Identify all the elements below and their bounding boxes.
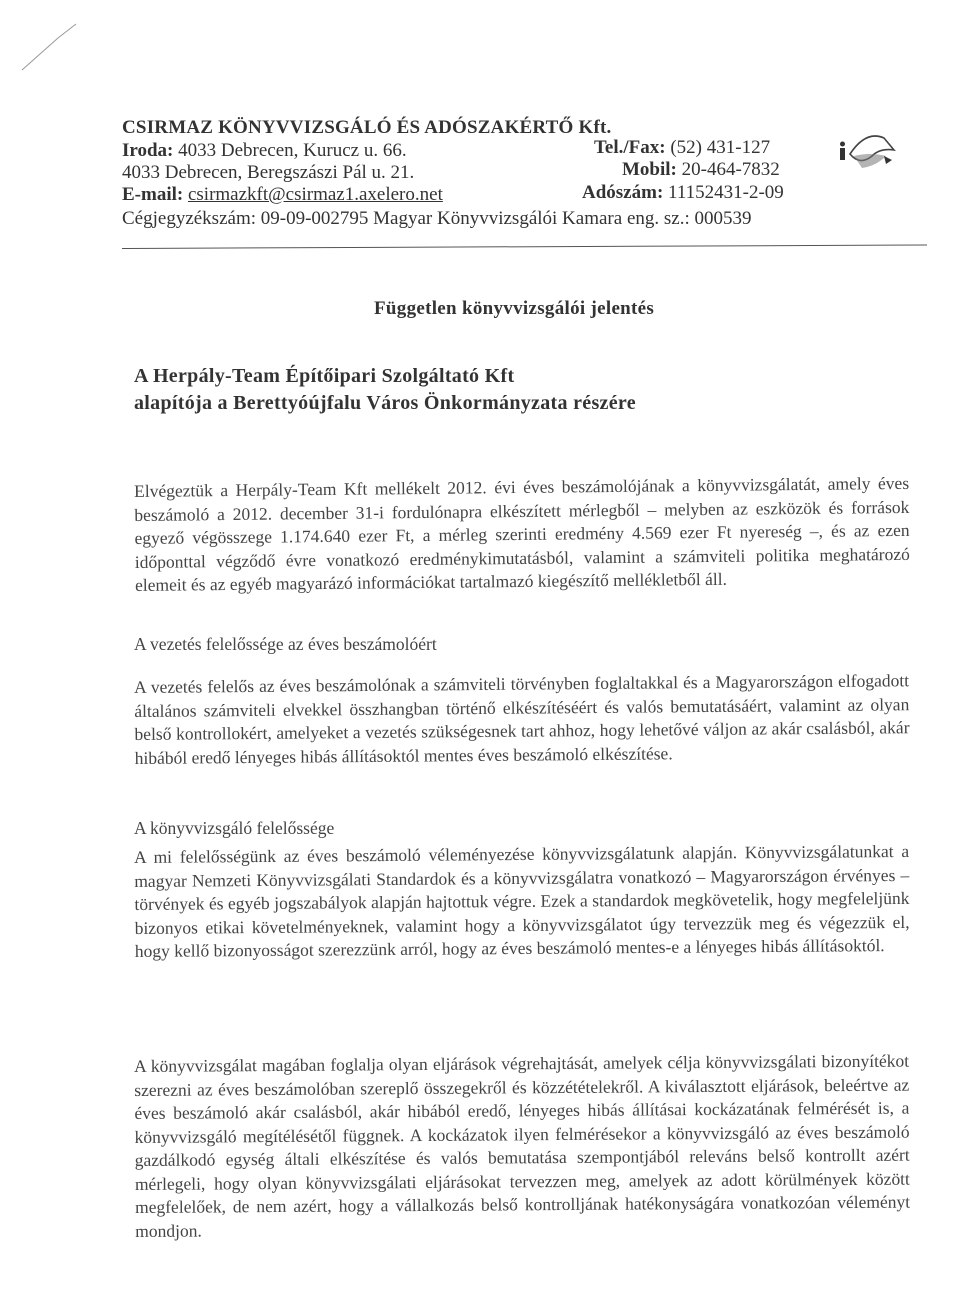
addressee-line-1: A Herpály-Team Építőipari Szolgáltató Kft bbox=[134, 365, 515, 387]
company-name: CSIRMAZ KÖNYVVIZSGÁLÓ ÉS ADÓSZAKÉRTŐ Kft. bbox=[122, 117, 612, 138]
office-address-2: 4033 Debrecen, Beregszászi Pál u. 21. bbox=[122, 162, 415, 183]
paragraph-audit-procedures: A könyvvizsgálat magában foglalja olyan eljárások végrehajtását, amelyek célja könyvvizsgálati bizonyítékot szerezni az éves beszámolóban szereplő összegekről és közzétételekről. A kiválasztott eljárások, beleértve az éves beszámoló akár csalásból, akár hibából eredő, lényeges hibás állításai kockázatának felmérését is, a könyvvizsgáló megítélésétől függnek. A kockázatok ilyen felmérésekor a könyvvizsgáló az éves beszámoló gazdálkodó egység általi elkészítése és valós bemutatása szempontjából releváns belső kontrollt azért mérlegeli, hogy olyan könyvvizsgálati eljárásokat tervezzen meg, amelyek az adott körülmények között megfelelőek, de nem azért, hogy a vállalkozás belső kontrolljának hatékonyságára vonatkozóan véleményt mondjon. bbox=[134, 1050, 911, 1241]
mobile-number: Mobil: 20-464-7832 bbox=[622, 159, 780, 180]
report-title: Független könyvvizsgálói jelentés bbox=[374, 298, 655, 319]
heading-auditor-responsibility: A könyvvizsgáló felelőssége bbox=[134, 818, 335, 838]
paragraph-scope: Elvégeztük a Herpály-Team Kft mellékelt 2012. évi éves beszámolójának a könyvvizsgálatát, amely éves beszámoló a 2012. december 31-i fordulónapra elkészített mérlegből – melyben az eszközök és források egyező végösszege 1.174.640 ezer Ft, a mérleg szerinti eredmény 4.569 ezer Ft nyereség –, és az ezen időponttal végződő évre vonatkozó eredménykimutatásból, valamint a számviteli politika meghatározó elemeit és az egyéb magyarázó információkat tartalmazó kiegészítő mellékletből áll. bbox=[134, 472, 910, 595]
tel-fax: Tel./Fax: (52) 431-127 bbox=[594, 137, 771, 158]
addressee-line-2: alapítója a Berettyóújfalu Város Önkormányzata részére bbox=[134, 392, 636, 414]
paragraph-auditor-responsibility: A mi felelősségünk az éves beszámoló véleményezése könyvvizsgálatunk alapján. Könyvvizsgálatunkat a magyar Nemzeti Könyvvizsgálati Standardok és a könyvvizsgálatra vonatkozó – Magyarországon érvényes – törvények és egyéb jogszabályok alapján hajtottuk végre. Ezek a standardok megkövetelik, hogy megfeleljünk bizonyos etikai követelményeknek, valamint hogy a könyvvizsgálatot úgy tervezzük meg és végezzük el, hogy kellő bizonyosságot szerezzünk arról, hogy az éves beszámoló mentes-e a lényeges hibás állításoktól. bbox=[134, 840, 910, 961]
company-logo-icon bbox=[836, 126, 900, 180]
heading-management-responsibility: A vezetés felelőssége az éves beszámolóért bbox=[134, 634, 437, 654]
company-registration: Cégjegyzékszám: 09-09-002795 Magyar Könyvvizsgálói Kamara eng. sz.: 000539 bbox=[122, 208, 752, 229]
office-address: Iroda: 4033 Debrecen, Kurucz u. 66. bbox=[122, 140, 407, 161]
email-line: E-mail: csirmazkft@csirmaz1.axelero.net bbox=[122, 184, 443, 205]
pen-stroke-icon bbox=[20, 22, 80, 72]
letterhead-divider bbox=[122, 244, 927, 249]
email-link[interactable]: csirmazkft@csirmaz1.axelero.net bbox=[187, 184, 443, 205]
tax-number: Adószám: 11152431-2-09 bbox=[582, 182, 784, 203]
paragraph-management-responsibility: A vezetés felelős az éves beszámolónak a számviteli törvényben foglaltakkal és a Magyarországon elfogadott általános számviteli elvekkel összhangban történő elkészítéséért és valós bemutatásáért, valamint az olyan belső kontrollokért, amelyeket a vezetés szükségesnek tart ahhoz, hogy lehetővé váljon az akár csalásból, akár hibából eredő lényeges hibás állításoktól mentes éves beszámoló elkészítése. bbox=[134, 670, 910, 768]
